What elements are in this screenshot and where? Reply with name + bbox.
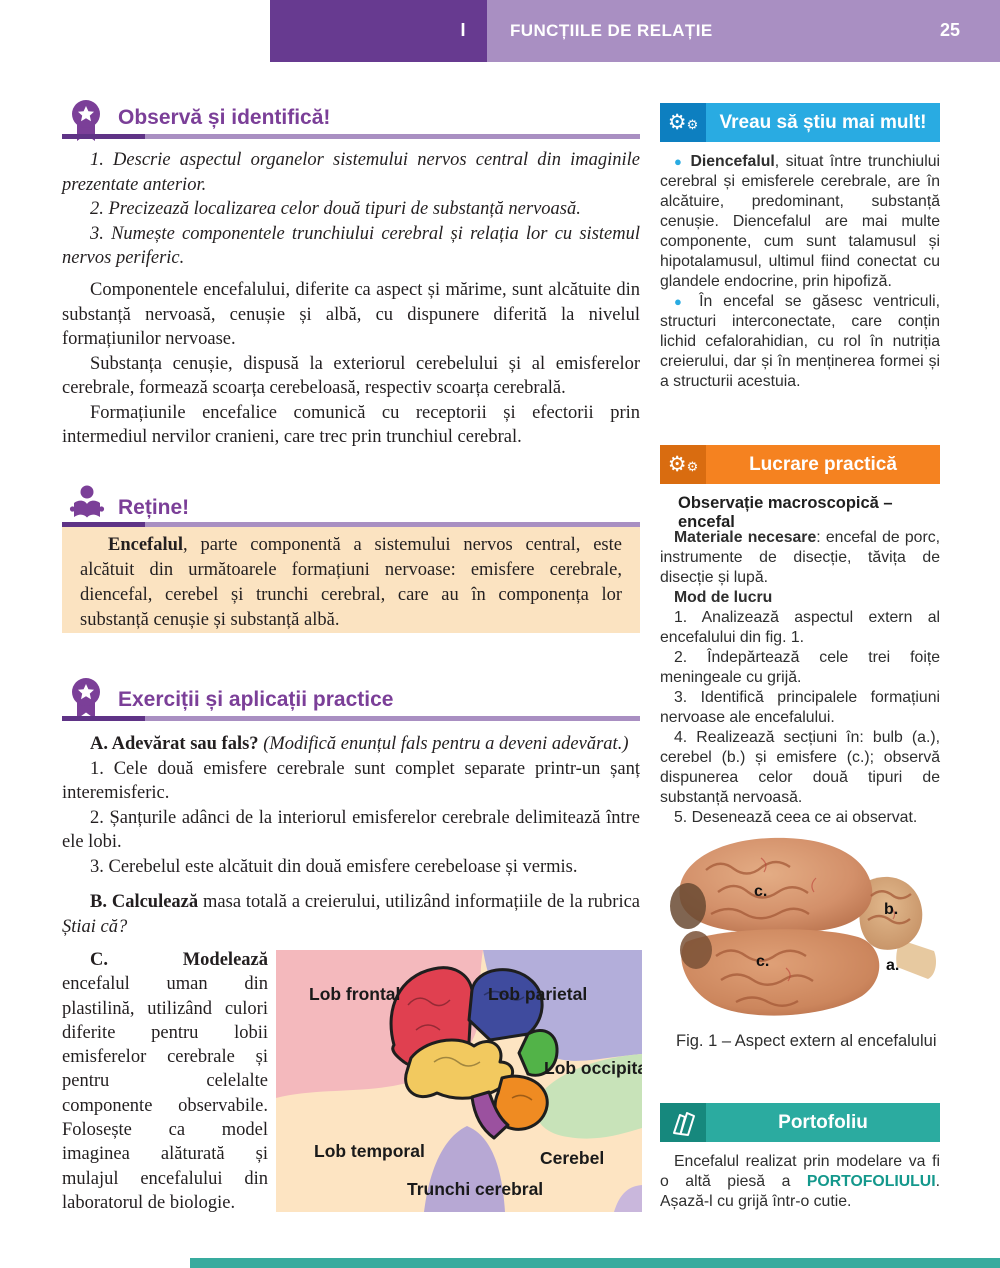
observe-item: 2. Precizează localizarea celor două tipuri de substanță nervoasă. [90,199,581,219]
brain-photo [666,828,940,1031]
know-more-body [660,152,940,392]
label-lob-parietal: Lob parietal [488,984,588,1004]
book-icon [660,1103,706,1142]
portfolio-title: Portofoliu [778,1111,868,1133]
chapter-marker: I [460,20,466,40]
method-step: 4. Realizează secțiuni în: bulb (a.), cerebel (b.) și emisfere (c.); observă dispunerea celor două tipuri de substanță nervoasă. [660,729,940,806]
retine-note-box [62,527,640,633]
exercise-a [62,732,640,879]
method-label: Mod de lucru [674,589,773,606]
section-rule [62,716,640,721]
figure-caption: Fig. 1 – Aspect extern al encefalului [676,1032,937,1050]
body-paragraph: Formațiunile encefalice comunică cu receptorii și efectorii prin intermediul nervilor cranieni, care trec prin trunchiul cerebral. [62,402,640,447]
observe-task-list [62,148,640,271]
portfolio-highlight: PORTOFOLIULUI [806,1173,936,1190]
gears-icon: ⚙⚙ [660,103,706,142]
exercise-b [62,890,640,939]
know-more-header [660,103,940,142]
photo-label-b: b. [884,901,899,918]
brain-lobes-diagram [276,950,642,1217]
exercise-c-text: C. Modelează encefalul uman din plastilină, utilizând culori diferite pentru lobii emisferelor cerebrale și pentru celelalte componente observabile. Folosește ca model imaginea alăturată și mulajul encefalului din laboratorul de biologie. [62,950,268,1213]
section-title-retine: Reține! [118,496,190,519]
practical-body [660,528,940,828]
method-step: 3. Identifică principalele formațiuni nervoase ale encefalului. [660,689,940,726]
exercise-b-text: B. Calculează masa totală a creierului, utilizând informațiile de la rubrica Știai că? [62,892,641,937]
label-lob-temporal: Lob temporal [314,1141,425,1161]
label-lob-frontal: Lob frontal [309,984,401,1004]
portfolio-body [660,1152,940,1212]
exercise-a-item: 1. Cele două emisfere cerebrale sunt complet separate printr-un șanț interemisferic. [62,758,640,803]
materials: Materiale necesare: encefal de porc, instrumente de disecție, tăvița de disecție și lupă. [660,529,941,586]
body-paragraph: Componentele encefalului, diferite ca aspect și mărime, sunt alcătuite din substanță nervoasă, cenușie și albă, cu dispunere diferită la nivelul formațiunilor nervoase. [62,280,640,349]
page-number: 25 [939,20,960,40]
know-more-title-bar [706,103,940,142]
know-more-title: Vreau să știu mai mult! [719,111,927,133]
observe-item: 1. Descrie aspectul organelor sistemului nervos central din imaginile prezentate anterior. [62,150,640,195]
method-step: 2. Îndepărtează cele trei foițe meningeale cu grijă. [660,649,940,686]
photo-label-c-bottom: c. [756,953,770,970]
practical-title: Lucrare practică [749,453,897,475]
temporal-lobe-shape [406,1040,513,1098]
method-step: 5. Desenează ceea ce ai observat. [674,809,918,826]
section-rule [62,134,640,139]
exercise-a-item: 3. Cerebelul este alcătuit din două emisfere cerebeloase și vermis. [90,856,578,877]
portfolio-header [660,1103,940,1142]
section-title-exercises: Exerciții și aplicații practice [118,688,394,711]
observe-item: 3. Numește componentele trunchiului cerebral și relația lor cu sistemul nervos periferic. [62,223,640,268]
know-more-bullet: ● Diencefalul, situat între trunchiului cerebral și emisferele cerebrale, are în alcătuire, predominant, substanță cenușie. Diencefalul are mai multe componente, cum sunt talamusul și hipotalamusul, ultimul fiind conectat cu glandele endocrine, prin hipofiză. [660,153,940,290]
know-more-bullet: ● În encefal se găsesc ventriculi, structuri interconectate, care conțin lichid cefalorahidian, cu rol în nutriția creierului, dar și în menținerea formei și a structurii acestuia. [660,293,940,390]
parietal-lobe-shape [469,970,542,1040]
bullet-dot-icon: ● [674,294,689,309]
label-lob-occipital: Lob occipital [544,1058,642,1078]
bullet-dot-icon: ● [674,154,684,169]
label-cerebel: Cerebel [540,1148,605,1168]
gears-icon: ⚙⚙ [660,445,706,484]
footer-bar [190,1258,1000,1268]
label-trunchi-cerebral: Trunchi cerebral [407,1179,544,1199]
section-title-observe: Observă și identifică! [118,106,331,129]
retine-text: Encefalul, parte componentă a sistemului nervos central, este alcătuit din următoarele formațiuni nervoase: emisfere cerebrale, diencefal, cerebel și trunchi cerebral, care au în componența lor substanță cenușie și substanță albă. [80,535,622,630]
practical-title-bar [706,445,940,484]
portfolio-text: Encefalul realizat prin modelare va fi o altă piesă a PORTOFOLIULUI. Așază-l cu grijă într-o cutie. [660,1153,940,1210]
lesson-body [62,278,640,450]
body-paragraph: Substanța cenușie, dispusă la exteriorul cerebelului și al emisferelor cerebrale, formează scoarța cerebeloasă, respectiv scoarța cerebrală. [62,353,640,398]
practical-subtitle: Observație macroscopică – encefal [678,494,893,531]
photo-label-a: a. [886,957,900,974]
portfolio-title-bar [706,1103,940,1142]
exercise-c [62,948,268,1215]
photo-label-c-top: c. [754,883,768,900]
retine-lead: Encefalul [108,535,184,555]
award-ribbon-icon [66,98,106,147]
method-step: 1. Analizează aspectul extern al encefalului din fig. 1. [660,609,940,646]
exercise-a-heading: A. Adevărat sau fals? (Modifică enunțul fals pentru a deveni adevărat.) [90,734,629,754]
exercise-a-item: 2. Șanțurile adânci de la interiorul emisferelor cerebrale delimitează între ele lobi. [62,807,640,852]
chapter-title: FUNCȚIILE DE RELAȚIE [510,21,713,40]
practical-header [660,445,940,484]
